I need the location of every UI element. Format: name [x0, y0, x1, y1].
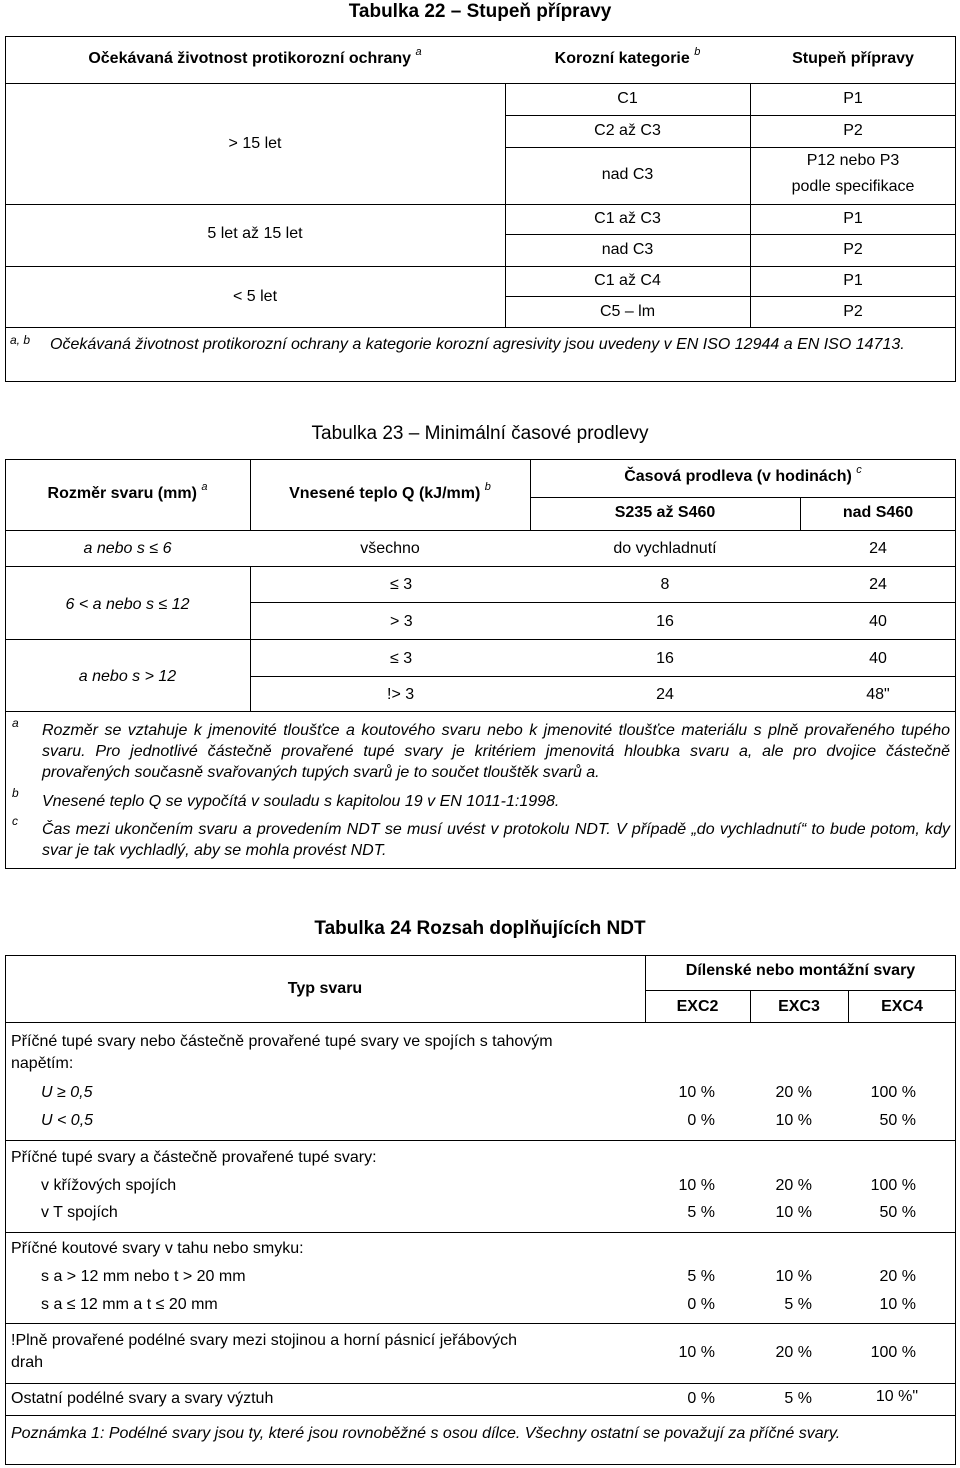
- t24-header-exc2: EXC2: [676, 998, 719, 1015]
- table24: [5, 955, 956, 1465]
- t22-header-category: Korozní kategorie $^b$: [554, 46, 701, 67]
- t24-exc3: 10 %: [775, 1268, 812, 1285]
- t23-nad: 40: [869, 650, 887, 667]
- t22-footnote-mark: a, b: [10, 333, 31, 347]
- t23-header-size: Rozměr svaru (mm) $^a$: [47, 481, 208, 502]
- t24-exc3: 5 %: [784, 1390, 812, 1407]
- t24-header-group: Dílenské nebo montážní svary: [685, 962, 916, 979]
- t24-row-label: U < 0,5: [41, 1112, 94, 1129]
- t23-heat: ≤ 3: [390, 650, 413, 667]
- t24-exc4: 100 %: [870, 1084, 916, 1101]
- t24-exc4: 10 %: [879, 1296, 916, 1313]
- t22-group: < 5 let: [232, 288, 278, 305]
- t22-cat: C5 – lm: [599, 303, 656, 320]
- t23-fn-mark: c: [12, 814, 18, 828]
- t24-exc3: 20 %: [775, 1084, 812, 1101]
- t22-cat: C1 až C4: [594, 272, 661, 289]
- t24-exc2: 0 %: [687, 1390, 715, 1407]
- t24-exc3: 20 %: [775, 1344, 812, 1361]
- t23-nad: 48": [866, 686, 890, 703]
- t24-exc2: 10 %: [678, 1344, 715, 1361]
- t22-prep: P1: [843, 272, 863, 289]
- t24-row-label: U ≥ 0,5: [41, 1084, 93, 1101]
- t22-header-prep: Stupeň přípravy: [792, 50, 914, 67]
- t22-prep: P1: [843, 90, 863, 107]
- t23-nad: 40: [869, 613, 887, 630]
- t22-prep: P1: [843, 210, 863, 227]
- t24-header-exc4: EXC4: [881, 998, 923, 1015]
- t23-heat: !> 3: [387, 686, 415, 703]
- t24-row-label: s a ≤ 12 mm a t ≤ 20 mm: [41, 1296, 218, 1313]
- t22-header-line: [5, 83, 956, 84]
- t22-prep: P2: [843, 241, 863, 258]
- t22-footnote: Očekávaná životnost protikorozní ochrany a kategorie korozní agresivity jsou uvedeny v EN ISO 12944 a EN ISO 14713.: [50, 336, 905, 353]
- t22-prep: P2: [843, 122, 863, 139]
- t24-exc4: 50 %: [879, 1112, 916, 1129]
- t24-exc4: 20 %: [879, 1268, 916, 1285]
- t24-row-label: v T spojích: [41, 1204, 118, 1221]
- t22-prep-note: podle specifikace: [791, 178, 915, 195]
- t24-exc4: 10 %": [875, 1388, 918, 1405]
- t23-s235: 24: [656, 686, 674, 703]
- t23-heat: > 3: [390, 613, 413, 630]
- t24-row-label: s a > 12 mm nebo t > 20 mm: [41, 1268, 246, 1285]
- t23-size: a nebo s > 12: [78, 668, 177, 685]
- t24-exc3: 10 %: [775, 1112, 812, 1129]
- t24-note: Poznámka 1: Podélné svary jsou ty, které jsou rovnoběžné s osou dílce. Všechny ostatní se považují za příčné svary.: [11, 1425, 841, 1442]
- t24-exc4: 100 %: [870, 1177, 916, 1194]
- t23-header-delay: Časová prodleva (v hodinách) $^c$: [624, 464, 862, 485]
- t24-section-title: Ostatní podélné svary a svary výztuh: [11, 1390, 274, 1407]
- t23-footnote-a: Rozměr se vztahuje k jmenovité tloušťce a koutového svaru nebo k jmenovité tloušťce materiálu s plně provařeného tupého svaru. Pro jednotlivé částečně provařené tupé svary je kritériem jmenovitá hloubka svaru a, ale pro dvojice částečně provařených současně svařovaných tupých svarů je to součet tlouštěk svarů a.: [42, 722, 950, 781]
- t24-header-line: [5, 1022, 956, 1023]
- t23-s235: 16: [656, 650, 674, 667]
- t23-heat: všechno: [360, 540, 420, 557]
- t22-cat: nad C3: [601, 166, 654, 183]
- t23-heat: ≤ 3: [390, 576, 413, 593]
- t22-cat: nad C3: [601, 241, 654, 258]
- t23-header-heat: Vnesené teplo Q (kJ/mm) $^b$: [289, 481, 491, 502]
- t23-size: a nebo s ≤ 6: [83, 540, 172, 557]
- t24-exc4: 100 %: [870, 1344, 916, 1361]
- t23-nad: 24: [869, 540, 887, 557]
- t24-section-title: Příčné koutové svary v tahu nebo smyku:: [11, 1240, 304, 1257]
- table23-caption: Tabulka 23 – Minimální časové prodlevy: [311, 423, 649, 444]
- t23-nad: 24: [869, 576, 887, 593]
- t22-header-life: Očekávaná životnost protikorozní ochrany $^a$: [88, 46, 422, 67]
- t23-fn-mark: b: [12, 786, 19, 800]
- t23-size: 6 < a nebo s ≤ 12: [65, 596, 190, 613]
- t24-exc3: 20 %: [775, 1177, 812, 1194]
- t24-exc2: 5 %: [687, 1268, 715, 1285]
- t24-exc3: 10 %: [775, 1204, 812, 1221]
- t22-prep: P2: [843, 303, 863, 320]
- t22-cat: C1: [617, 90, 638, 107]
- t24-exc2: 0 %: [687, 1296, 715, 1313]
- t24-section-title: Příčné tupé svary a částečně provařené tupé svary:: [11, 1149, 377, 1166]
- t23-header-nad: nad S460: [842, 504, 914, 521]
- t24-exc2: 0 %: [687, 1112, 715, 1129]
- t23-header-s235: S235 až S460: [614, 504, 716, 521]
- t24-exc2: 10 %: [678, 1084, 715, 1101]
- table22-caption: Tabulka 22 – Stupeň přípravy: [348, 1, 612, 22]
- t24-header-type: Typ svaru: [287, 980, 363, 997]
- t22-group: 5 let až 15 let: [207, 225, 303, 242]
- t23-s235: 16: [656, 613, 674, 630]
- t24-header-exc3: EXC3: [778, 998, 820, 1015]
- t22-cat: C2 až C3: [594, 122, 661, 139]
- t24-exc4: 50 %: [879, 1204, 916, 1221]
- t23-fn-mark: a: [12, 716, 19, 730]
- t23-s235: do vychladnutí: [613, 540, 717, 557]
- t24-exc3: 5 %: [784, 1296, 812, 1313]
- t24-exc2: 10 %: [678, 1177, 715, 1194]
- t24-section-title: !Plně provařené podélné svary mezi stojinou a horní pásnicí jeřábových: [11, 1332, 518, 1349]
- t23-s235: 8: [660, 576, 670, 593]
- t24-section-title: Příčné tupé svary nebo částečně provařené tupé svary ve spojích s tahovým: [11, 1033, 553, 1050]
- t22-prep: P12 nebo P3: [806, 152, 900, 169]
- t24-exc2: 5 %: [687, 1204, 715, 1221]
- t24-section-title: napětím:: [11, 1055, 74, 1072]
- t23-footnote-c: Čas mezi ukončením svaru a provedením NDT se musí uvést v protokolu NDT. V případě „do vychladnutí“ to bude potom, kdy svar je tak vychladlý, aby se mohla provést NDT.: [42, 821, 950, 859]
- table24-caption: Tabulka 24 Rozsah doplňujících NDT: [314, 918, 646, 939]
- t22-cat: C1 až C3: [594, 210, 661, 227]
- t22-group: > 15 let: [228, 135, 282, 152]
- t23-footnote-b: Vnesené teplo Q se vypočítá v souladu s kapitolou 19 v EN 1011-1:1998.: [42, 793, 560, 810]
- t24-row-label: v křížových spojích: [41, 1177, 177, 1194]
- t24-section-title: drah: [11, 1354, 44, 1371]
- table22: [5, 36, 956, 382]
- t23-header-line: [5, 530, 956, 531]
